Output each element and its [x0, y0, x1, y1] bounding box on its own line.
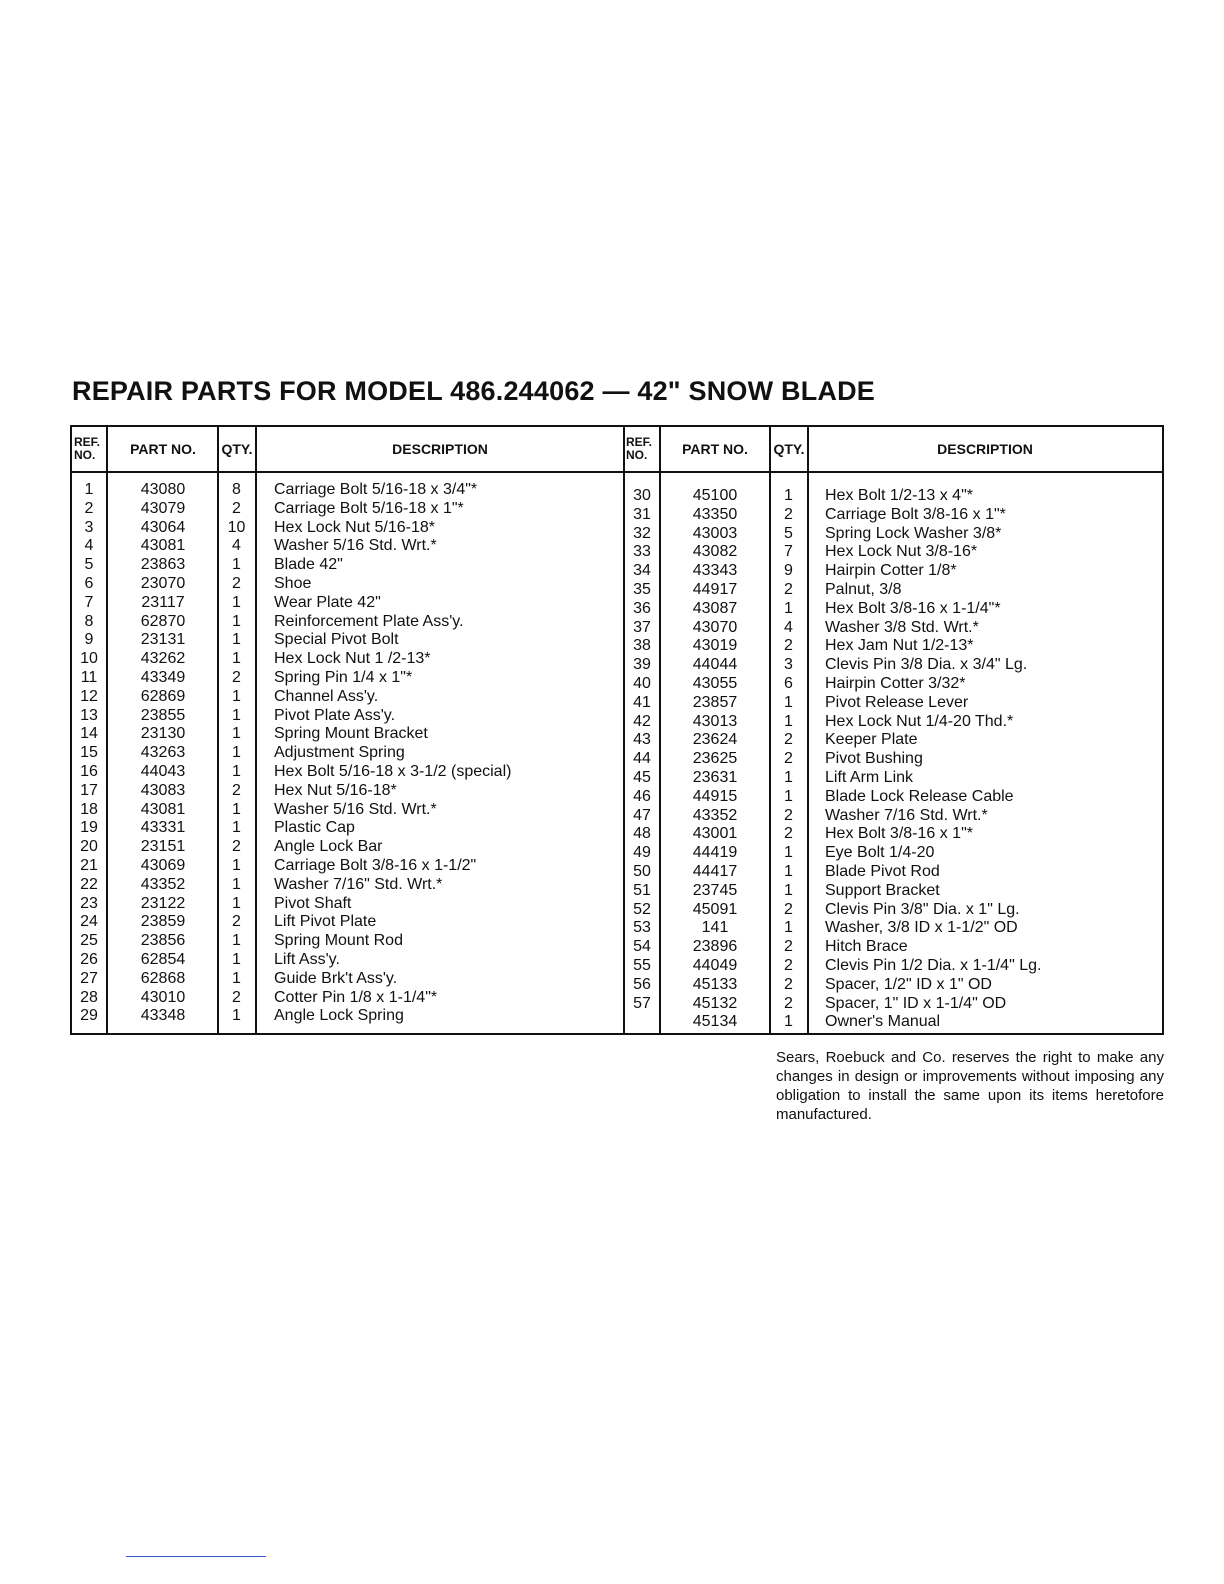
ref-no-cell: 3: [84, 518, 94, 536]
qty-cell: 1: [232, 894, 241, 912]
description-cell: Shoe: [274, 575, 312, 592]
qty-cell: 1: [232, 687, 241, 705]
description-cell: Pivot Shaft: [274, 894, 352, 912]
qty-cell: 4: [232, 537, 241, 555]
description-cell: Washer, 3/8 ID x 1-1/2" OD: [825, 919, 1018, 937]
ref-no-cell: 16: [80, 763, 98, 780]
description-cell: Washer 7/16 Std. Wrt.*: [825, 806, 988, 824]
part-no-cell: 44417: [692, 863, 738, 880]
qty-cell: 1: [784, 487, 793, 504]
part-no-cell: 43003: [692, 524, 738, 542]
description-cell: Cotter Pin 1/8 x 1-1/4"*: [274, 988, 438, 1006]
table-row: [72, 505, 1162, 524]
part-no-cell: 62854: [140, 951, 186, 968]
qty-cell: 1: [232, 631, 241, 649]
description-cell: Hex Lock Nut 5/16-18*: [274, 518, 435, 536]
qty-cell: 1: [784, 1013, 793, 1031]
qty-cell: 1: [784, 919, 793, 937]
part-no-cell: 43055: [692, 675, 738, 692]
ref-no-cell: 53: [633, 919, 651, 937]
qty-cell: 1: [784, 769, 793, 786]
part-no-cell: 43262: [140, 650, 186, 668]
table-row: [72, 542, 1162, 561]
qty-cell: 1: [232, 593, 241, 611]
description-cell: Lift Ass'y.: [274, 951, 340, 968]
ref-no-cell: 21: [80, 857, 98, 874]
description-cell: Channel Ass'y.: [274, 687, 379, 705]
table-row: [72, 881, 1162, 900]
description-cell: Hairpin Cotter 3/32*: [825, 675, 966, 692]
part-no-cell: 23896: [692, 938, 738, 956]
ref-no-cell: 30: [633, 487, 651, 504]
qty-cell: 2: [232, 781, 241, 799]
description-cell: Carriage Bolt 5/16-18 x 1"*: [274, 499, 464, 517]
description-cell: Owner's Manual: [825, 1013, 941, 1031]
ref-no-cell: 18: [80, 800, 98, 818]
table-row: [72, 787, 1162, 806]
part-no-cell: 43343: [692, 562, 738, 580]
qty-cell: 2: [784, 637, 793, 655]
header-ref-no: REF. NO.: [74, 435, 101, 462]
part-no-cell: 23631: [692, 769, 738, 786]
ref-no-cell: 36: [633, 599, 651, 617]
ref-no-cell: 43: [633, 731, 651, 749]
description-cell: Angle Lock Bar: [274, 838, 383, 856]
bottom-rule: [126, 1556, 266, 1557]
ref-no-cell: 42: [633, 712, 651, 730]
description-cell: Plastic Cap: [274, 819, 355, 837]
part-no-cell: 141: [701, 919, 729, 937]
ref-no-cell: 46: [633, 787, 651, 805]
description-cell: Washer 3/8 Std. Wrt.*: [825, 618, 979, 636]
disclaimer-note: Sears, Roebuck and Co. reserves the right to make any changes in design or improvements without imposing any obligation to install the same upon its items heretofore manufactured.: [776, 1049, 1164, 1123]
qty-cell: 1: [232, 725, 241, 743]
qty-cell: 1: [784, 787, 793, 805]
qty-cell: 2: [784, 581, 793, 598]
qty-cell: 1: [232, 875, 241, 893]
description-cell: Palnut, 3/8: [825, 581, 902, 598]
part-no-cell: 23857: [692, 693, 738, 711]
table-row: [72, 1012, 1162, 1031]
part-no-cell: 43352: [692, 806, 738, 824]
part-no-cell: 23117: [141, 593, 185, 611]
description-cell: Hex Bolt 5/16-18 x 3-1/2 (special): [274, 763, 512, 780]
ref-no-cell: 28: [80, 988, 98, 1006]
part-no-cell: 23855: [140, 706, 186, 724]
ref-no-cell: 38: [633, 637, 651, 655]
ref-no-cell: 11: [80, 669, 98, 686]
qty-cell: 6: [784, 675, 793, 692]
part-no-cell: 23624: [692, 731, 738, 749]
table-row: [72, 561, 1162, 580]
description-cell: Washer 5/16 Std. Wrt.*: [274, 800, 437, 818]
part-no-cell: 43069: [140, 857, 186, 874]
part-no-cell: 43001: [692, 825, 738, 843]
part-no-cell: 43083: [140, 781, 186, 799]
description-cell: Hex Lock Nut 3/8-16*: [825, 543, 978, 561]
table-row: [72, 636, 1162, 655]
part-no-cell: 44043: [140, 763, 186, 780]
header-ref-no-right: REF. NO.: [626, 435, 653, 462]
header-qty: QTY.: [221, 441, 253, 457]
qty-cell: 3: [784, 656, 793, 674]
table-row: [72, 712, 1162, 731]
header-divider: [72, 471, 1162, 473]
ref-no-cell: 17: [80, 781, 98, 799]
ref-no-cell: 14: [80, 725, 98, 743]
table-row: [72, 843, 1162, 862]
ref-no-cell: 54: [633, 938, 651, 956]
header-qty-right: QTY.: [773, 441, 805, 457]
header-part-no-right: PART NO.: [682, 441, 748, 457]
table-row: [72, 862, 1162, 881]
description-cell: Hex Lock Nut 1/4-20 Thd.*: [825, 712, 1014, 730]
table-row: [72, 956, 1162, 975]
qty-cell: 7: [784, 543, 793, 561]
part-no-cell: 43070: [692, 618, 738, 636]
table-row: [72, 806, 1162, 825]
qty-cell: 2: [784, 731, 793, 749]
qty-cell: 1: [232, 932, 241, 950]
part-no-cell: 23856: [140, 932, 186, 950]
table-row: [72, 524, 1162, 543]
qty-cell: 2: [232, 838, 241, 856]
qty-cell: 2: [232, 499, 241, 517]
part-no-cell: 43081: [140, 537, 186, 555]
table-row: [72, 730, 1162, 749]
qty-cell: 1: [232, 969, 241, 987]
description-cell: Spacer, 1" ID x 1-1/4" OD: [825, 994, 1007, 1012]
table-row: [72, 655, 1162, 674]
description-cell: Eye Bolt 1/4-20: [825, 844, 935, 862]
table-row: [72, 937, 1162, 956]
description-cell: Reinforcement Plate Ass'y.: [274, 612, 464, 630]
ref-no-cell: 32: [633, 524, 651, 542]
qty-cell: 1: [232, 951, 241, 968]
qty-cell: 2: [784, 957, 793, 974]
ref-no-cell: 45: [633, 769, 651, 786]
ref-no-cell: 8: [84, 612, 94, 630]
ref-no-cell: 20: [80, 838, 98, 856]
description-cell: Angle Lock Spring: [274, 1007, 404, 1025]
description-cell: Hex Nut 5/16-18*: [274, 781, 397, 799]
description-cell: Blade Lock Release Cable: [825, 787, 1014, 805]
part-no-cell: 23745: [692, 881, 738, 899]
ref-no-cell: 39: [633, 656, 651, 674]
description-cell: Pivot Release Lever: [825, 693, 969, 711]
page-title: REPAIR PARTS FOR MODEL 486.244062 — 42" SNOW BLADE: [72, 376, 875, 406]
ref-no-cell: 12: [80, 687, 98, 705]
description-cell: Spring Mount Rod: [274, 932, 403, 950]
description-cell: Keeper Plate: [825, 731, 918, 749]
description-cell: Support Bracket: [825, 881, 940, 899]
table-row: [72, 975, 1162, 994]
part-no-cell: 43081: [140, 800, 186, 818]
ref-no-cell: 23: [80, 894, 98, 912]
qty-cell: 1: [784, 712, 793, 730]
part-no-cell: 45132: [692, 994, 738, 1012]
part-no-cell: 43352: [140, 875, 186, 893]
ref-no-cell: 15: [80, 744, 98, 762]
qty-cell: 1: [232, 612, 241, 630]
part-no-cell: 43079: [140, 499, 186, 517]
table-row: [72, 768, 1162, 787]
table-row: [72, 824, 1162, 843]
header-part-no: PART NO.: [130, 441, 196, 457]
description-cell: Spring Lock Washer 3/8*: [825, 524, 1002, 542]
ref-no-cell: 40: [633, 675, 651, 692]
part-no-cell: 62868: [140, 969, 186, 987]
description-cell: Lift Arm Link: [825, 769, 914, 786]
description-cell: Washer 7/16" Std. Wrt.*: [274, 875, 443, 893]
ref-no-cell: 29: [80, 1007, 98, 1025]
qty-cell: 2: [784, 900, 793, 918]
description-cell: Adjustment Spring: [274, 744, 405, 762]
description-cell: Clevis Pin 1/2 Dia. x 1-1/4" Lg.: [825, 957, 1042, 974]
table-row: [72, 580, 1162, 599]
ref-no-cell: 7: [84, 593, 94, 611]
part-no-cell: 43331: [140, 819, 186, 837]
part-no-cell: 23070: [140, 575, 186, 592]
part-no-cell: 43349: [140, 669, 186, 686]
description-cell: Special Pivot Bolt: [274, 631, 399, 649]
part-no-cell: 23625: [692, 750, 738, 768]
ref-no-cell: 52: [633, 900, 651, 918]
description-cell: Pivot Plate Ass'y.: [274, 706, 396, 724]
part-no-cell: 43064: [140, 518, 186, 536]
description-cell: Carriage Bolt 3/8-16 x 1"*: [825, 505, 1006, 523]
part-no-cell: 43013: [692, 712, 738, 730]
description-cell: Hairpin Cotter 1/8*: [825, 562, 957, 580]
qty-cell: 9: [784, 562, 793, 580]
ref-no-cell: 22: [80, 875, 98, 893]
ref-no-cell: 24: [80, 913, 98, 931]
qty-cell: 10: [227, 518, 246, 536]
qty-cell: 1: [232, 1007, 241, 1025]
part-no-cell: 45134: [692, 1013, 738, 1031]
qty-cell: 2: [232, 913, 241, 931]
ref-no-cell: 19: [80, 819, 98, 837]
description-cell: Carriage Bolt 5/16-18 x 3/4"*: [274, 481, 478, 498]
ref-no-cell: 50: [633, 863, 651, 880]
ref-no-cell: 25: [80, 932, 98, 950]
table-row: [72, 486, 1162, 505]
qty-cell: 2: [784, 825, 793, 843]
ref-no-cell: 37: [633, 618, 651, 636]
ref-no-cell: 56: [633, 975, 651, 993]
ref-no-cell: 51: [633, 881, 651, 899]
part-no-cell: 23859: [140, 913, 186, 931]
part-no-cell: 23151: [140, 838, 186, 856]
ref-no-cell: 1: [84, 481, 94, 498]
ref-no-cell: 10: [80, 650, 98, 668]
qty-cell: 1: [784, 881, 793, 899]
qty-cell: 2: [784, 994, 793, 1012]
part-no-cell: 45091: [692, 900, 738, 918]
qty-cell: 1: [232, 650, 241, 668]
part-no-cell: 43080: [140, 481, 186, 498]
qty-cell: 2: [784, 806, 793, 824]
ref-no-cell: 6: [84, 575, 94, 592]
description-cell: Wear Plate 42": [274, 593, 381, 611]
description-cell: Hex Bolt 1/2-13 x 4"*: [825, 487, 973, 504]
ref-no-cell: 9: [84, 631, 94, 649]
ref-no-cell: 41: [633, 693, 651, 711]
ref-no-cell: 13: [80, 706, 98, 724]
qty-cell: 1: [784, 599, 793, 617]
part-no-cell: 43087: [692, 599, 738, 617]
table-row: [72, 918, 1162, 937]
part-no-cell: 43010: [140, 988, 186, 1006]
description-cell: Guide Brk't Ass'y.: [274, 969, 398, 987]
part-no-cell: 44915: [692, 787, 738, 805]
ref-no-cell: 31: [633, 505, 651, 523]
description-cell: Pivot Bushing: [825, 750, 923, 768]
part-no-cell: 23122: [140, 894, 186, 912]
part-no-cell: 23131: [140, 631, 186, 649]
qty-cell: 2: [784, 975, 793, 993]
table-row: [72, 674, 1162, 693]
description-cell: Hex Bolt 3/8-16 x 1"*: [825, 825, 973, 843]
part-no-cell: 23863: [140, 556, 186, 574]
ref-no-cell: 57: [633, 994, 651, 1012]
part-no-cell: 44044: [692, 656, 738, 674]
qty-cell: 1: [232, 857, 241, 874]
part-no-cell: 62869: [140, 687, 186, 705]
part-no-cell: 45133: [692, 975, 738, 993]
description-cell: Carriage Bolt 3/8-16 x 1-1/2": [274, 857, 477, 874]
description-cell: Hex Bolt 3/8-16 x 1-1/4"*: [825, 599, 1001, 617]
description-cell: Blade Pivot Rod: [825, 863, 940, 880]
ref-no-cell: 49: [633, 844, 651, 862]
qty-cell: 1: [784, 863, 793, 880]
table-row: [72, 994, 1162, 1013]
part-no-cell: 43082: [692, 543, 738, 561]
table-row: [72, 618, 1162, 637]
table-row: [72, 599, 1162, 618]
ref-no-cell: 44: [633, 750, 651, 768]
description-cell: Spacer, 1/2" ID x 1" OD: [825, 975, 992, 993]
ref-no-cell: 47: [633, 806, 651, 824]
parts-table: [70, 425, 1164, 1035]
description-cell: Washer 5/16 Std. Wrt.*: [274, 537, 437, 555]
qty-cell: 2: [784, 505, 793, 523]
description-cell: Clevis Pin 3/8 Dia. x 3/4" Lg.: [825, 656, 1028, 674]
ref-no-cell: 35: [633, 581, 651, 598]
ref-no-cell: 34: [633, 562, 651, 580]
table-row: [72, 693, 1162, 712]
part-no-cell: 44419: [692, 844, 738, 862]
part-no-cell: 43350: [692, 505, 738, 523]
qty-cell: 1: [232, 763, 241, 780]
qty-cell: 1: [784, 844, 793, 862]
header-description-right: DESCRIPTION: [937, 441, 1033, 457]
qty-cell: 2: [232, 669, 241, 686]
part-no-cell: 45100: [692, 487, 738, 504]
ref-no-cell: 2: [84, 499, 94, 517]
ref-no-cell: 4: [84, 537, 94, 555]
description-cell: Clevis Pin 3/8" Dia. x 1" Lg.: [825, 900, 1020, 918]
qty-cell: 8: [232, 481, 241, 498]
qty-cell: 1: [232, 706, 241, 724]
header-description: DESCRIPTION: [392, 441, 488, 457]
qty-cell: 1: [232, 800, 241, 818]
description-cell: Blade 42": [274, 556, 343, 574]
part-no-cell: 43019: [692, 637, 738, 655]
description-cell: Lift Pivot Plate: [274, 913, 377, 931]
description-cell: Spring Mount Bracket: [274, 725, 428, 743]
ref-no-cell: 26: [80, 951, 98, 968]
part-no-cell: 43263: [140, 744, 186, 762]
description-cell: Hex Jam Nut 1/2-13*: [825, 637, 974, 655]
qty-cell: 2: [232, 575, 241, 592]
description-cell: Hex Lock Nut 1 /2-13*: [274, 650, 431, 668]
qty-cell: 2: [784, 938, 793, 956]
part-no-cell: 44917: [692, 581, 738, 598]
qty-cell: 4: [784, 618, 793, 636]
qty-cell: 1: [232, 556, 241, 574]
qty-cell: 1: [784, 693, 793, 711]
ref-no-cell: 48: [633, 825, 651, 843]
qty-cell: 1: [232, 819, 241, 837]
qty-cell: 1: [232, 744, 241, 762]
ref-no-cell: 27: [80, 969, 98, 987]
part-no-cell: 44049: [692, 957, 738, 974]
description-cell: Hitch Brace: [825, 938, 908, 956]
ref-no-cell: 55: [633, 957, 651, 974]
table-row: [72, 749, 1162, 768]
ref-no-cell: 5: [84, 556, 94, 574]
qty-cell: 2: [232, 988, 241, 1006]
part-no-cell: 23130: [140, 725, 186, 743]
qty-cell: 5: [784, 524, 793, 542]
part-no-cell: 43348: [140, 1007, 186, 1025]
part-no-cell: 62870: [140, 612, 186, 630]
ref-no-cell: 33: [633, 543, 651, 561]
description-cell: Spring Pin 1/4 x 1"*: [274, 669, 413, 686]
table-row: [72, 900, 1162, 919]
qty-cell: 2: [784, 750, 793, 768]
